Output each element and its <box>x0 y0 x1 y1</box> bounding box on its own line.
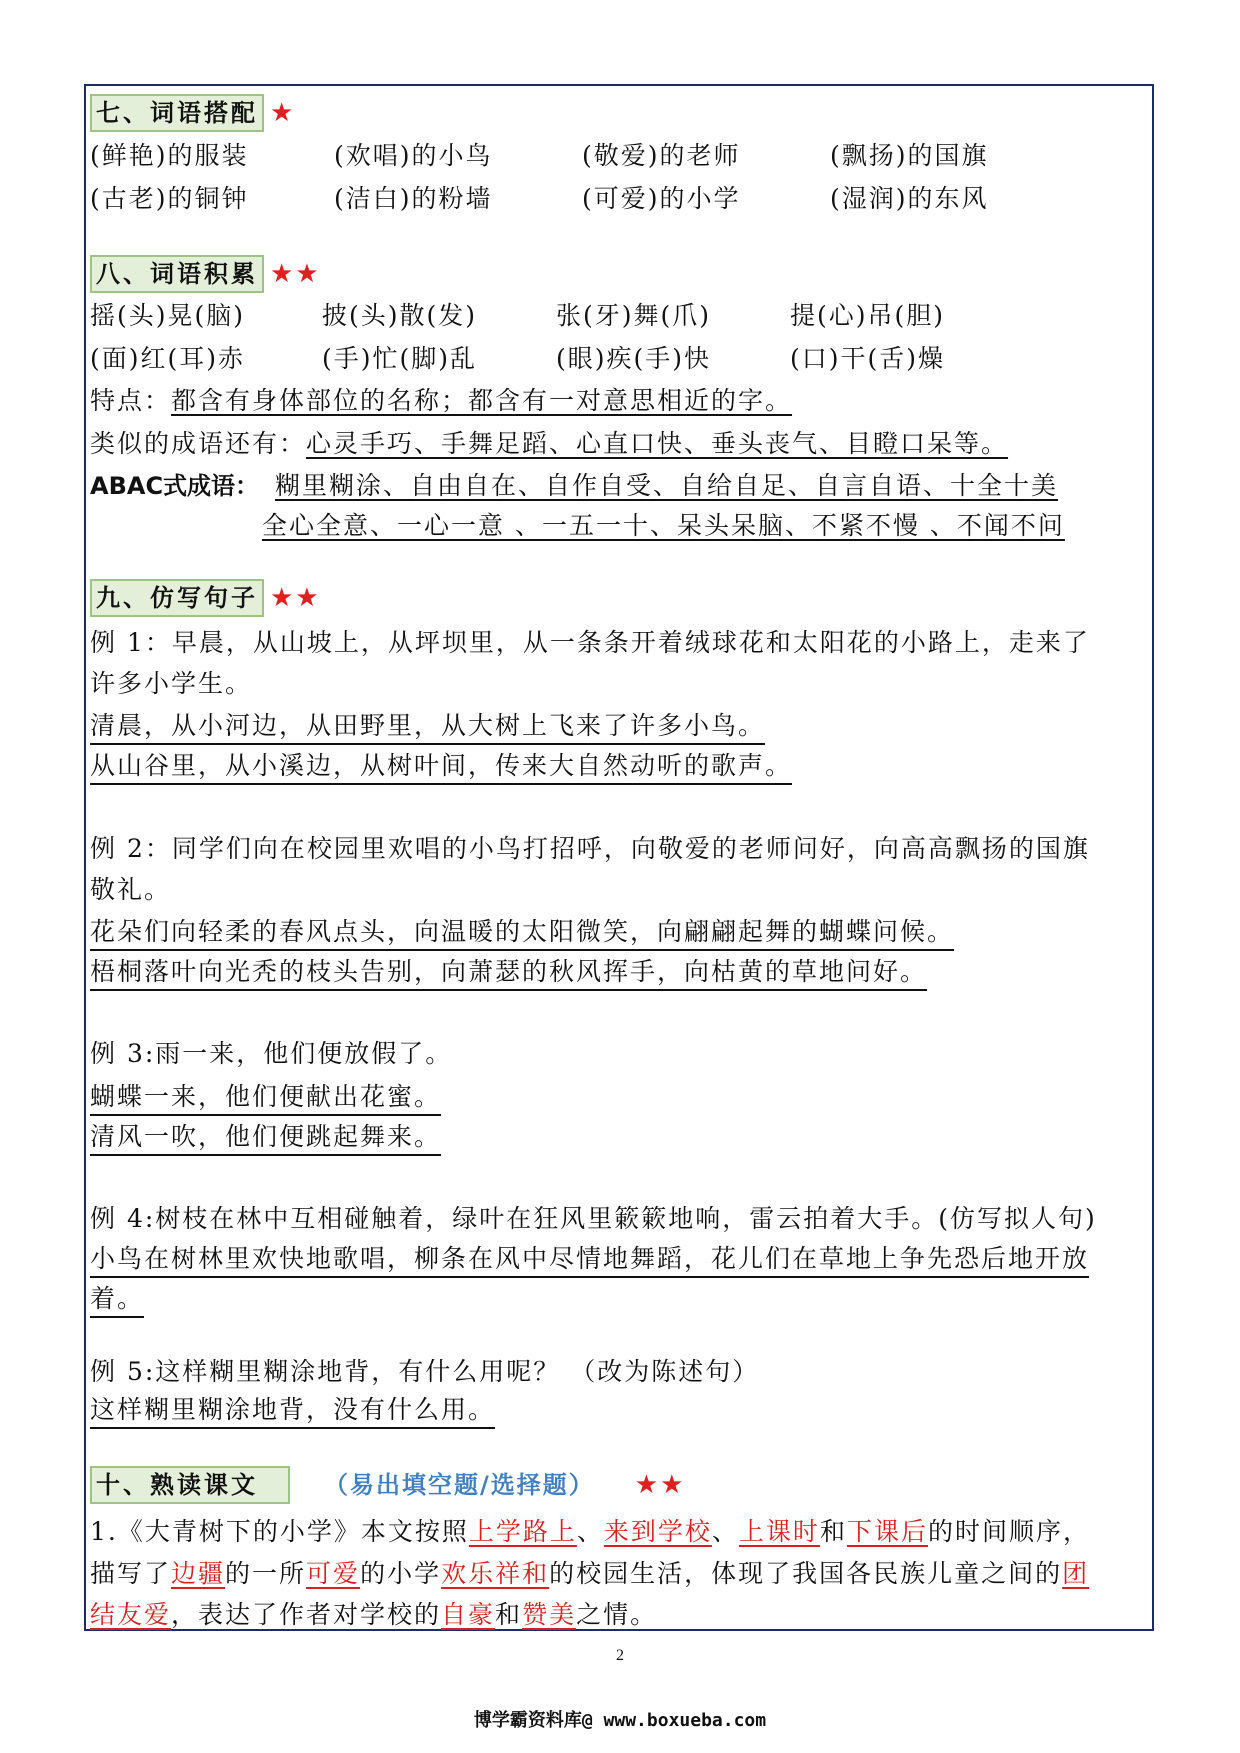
text: 1.《大青树下的小学》本文按照 <box>90 1517 469 1546</box>
section-8-title: 八、词语积累 <box>90 255 264 293</box>
keyword: 上学路上 <box>468 1517 577 1546</box>
text: 描写了 <box>90 1559 172 1588</box>
keyword: 欢乐祥和 <box>441 1559 550 1588</box>
ex5-answer-text: 这样糊里糊涂地背，没有什么用。 <box>90 1393 495 1429</box>
similar-text: 心灵手巧、手舞足蹈、心直口快、垂头丧气、目瞪口呆等。 <box>306 429 1009 458</box>
ex4-answer-2-text: 着。 <box>90 1282 144 1318</box>
keyword: 下课后 <box>846 1517 928 1546</box>
ex4-answer-1-text: 小鸟在树林里欢快地歌唱，柳条在风中尽情地舞蹈，花儿们在草地上争先恐后地开放 <box>90 1242 1089 1278</box>
ex2-answer-2 <box>90 954 927 991</box>
keyword: 结友爱 <box>90 1600 172 1629</box>
section-8-stars: ★★ <box>270 259 321 289</box>
idiom: 提(心)吊(胆) <box>790 301 946 330</box>
footer-watermark: 博学霸资料库@ www.boxueba.com <box>473 1710 767 1731</box>
s8-abac-1 <box>90 468 1058 504</box>
abac-line-2: 全心全意、一心一意 、一五一十、呆头呆脑、不紧不慢 、不闻不问 <box>262 511 1065 540</box>
abac-line-1: 糊里糊涂、自由自在、自作自受、自给自足、自言自语、十全十美 <box>275 471 1059 500</box>
feature-text: 都含有身体部位的名称；都含有一对意思相近的字。 <box>171 386 793 415</box>
ex5-answer <box>90 1392 495 1429</box>
idiom: (面)红(耳)赤 <box>90 344 246 373</box>
s10-para-line3 <box>90 1597 657 1633</box>
section-9-title: 九、仿写句子 <box>90 579 264 617</box>
ex3-answer-1 <box>90 1079 441 1116</box>
text: 的校园生活，体现了我国各民族儿童之间的 <box>549 1559 1063 1588</box>
ex1-line2: 许多小学生。 <box>90 669 253 698</box>
text: 之情。 <box>576 1600 658 1629</box>
ex1-line1: 例 1：早晨，从山坡上，从坪坝里，从一条条开着绒球花和太阳花的小路上，走来了 <box>90 628 1090 657</box>
ex2-answer-1 <box>90 914 954 951</box>
text: 的一所 <box>225 1559 307 1588</box>
section-7-stars: ★ <box>270 98 296 128</box>
idiom: 张(牙)舞(爪) <box>556 301 712 330</box>
ex2-answer-2-text: 梧桐落叶向光秃的枝头告别，向萧瑟的秋风挥手，向枯黄的草地问好。 <box>90 955 927 991</box>
collocation: (飘扬)的国旗 <box>830 141 989 170</box>
collocation: (洁白)的粉墙 <box>334 184 493 213</box>
section-10-header <box>90 1466 685 1504</box>
s10-para-line1 <box>90 1514 1090 1550</box>
text: 的时间顺序， <box>927 1517 1090 1546</box>
s8-abac-2 <box>262 508 1065 544</box>
ex3-answer-1-text: 蝴蝶一来，他们便献出花蜜。 <box>90 1080 441 1116</box>
ex5-line: 例 5:这样糊里糊涂地背，有什么用呢？ （改为陈述句） <box>90 1357 760 1386</box>
text: 和 <box>819 1517 847 1546</box>
ex2-line1: 例 2：同学们向在校园里欢唱的小鸟打招呼，向敬爱的老师问好，向高高飘扬的国旗 <box>90 834 1090 863</box>
page-frame <box>84 84 1154 1631</box>
abac-label: ABAC式成语： <box>90 472 260 500</box>
ex3-answer-2 <box>90 1119 441 1156</box>
ex3-line: 例 3:雨一来，他们便放假了。 <box>90 1039 453 1068</box>
collocation: (湿润)的东风 <box>830 184 989 213</box>
ex1-answer-2-text: 从山谷里，从小溪边，从树叶间，传来大自然动听的歌声。 <box>90 749 792 785</box>
keyword: 来到学校 <box>603 1517 712 1546</box>
ex1-answer-1-text: 清晨，从小河边，从田野里，从大树上飞来了许多小鸟。 <box>90 709 765 745</box>
ex4-answer-2 <box>90 1281 144 1318</box>
ex4-answer-1 <box>90 1241 1089 1278</box>
idiom: 摇(头)晃(脑) <box>90 301 246 330</box>
section-9-header <box>90 579 321 617</box>
ex2-line2: 敬礼。 <box>90 875 172 904</box>
keyword: 自豪 <box>441 1600 496 1629</box>
idiom: (眼)疾(手)快 <box>556 344 712 373</box>
section-7-header <box>90 94 295 132</box>
text: 、 <box>711 1517 739 1546</box>
text: 的小学 <box>360 1559 442 1588</box>
s10-para-line2 <box>90 1556 1089 1592</box>
collocation: (敬爱)的老师 <box>582 141 741 170</box>
keyword: 团 <box>1062 1559 1090 1588</box>
section-9-stars: ★★ <box>270 583 321 613</box>
s8-feature <box>90 383 792 419</box>
text: ，表达了作者对学校的 <box>171 1600 442 1629</box>
ex1-answer-1 <box>90 708 765 745</box>
ex2-answer-1-text: 花朵们向轻柔的春风点头，向温暖的太阳微笑，向翩翩起舞的蝴蝶问候。 <box>90 915 954 951</box>
idiom: 披(头)散(发) <box>322 301 478 330</box>
collocation: (欢唱)的小鸟 <box>334 141 493 170</box>
ex3-answer-2-text: 清风一吹，他们便跳起舞来。 <box>90 1120 441 1156</box>
section-10-stars: ★★ <box>634 1470 686 1500</box>
section-7-title: 七、词语搭配 <box>90 94 264 132</box>
similar-label: 类似的成语还有： <box>90 429 307 458</box>
text: 和 <box>495 1600 523 1629</box>
keyword: 边疆 <box>171 1559 226 1588</box>
s8-similar <box>90 426 1008 462</box>
section-10-subtitle: （易出填空题/选择题） <box>324 1471 595 1499</box>
keyword: 赞美 <box>522 1600 577 1629</box>
idiom: (手)忙(脚)乱 <box>322 344 478 373</box>
keyword: 可爱 <box>306 1559 361 1588</box>
collocation: (可爱)的小学 <box>582 184 741 213</box>
idiom: (口)干(舌)燥 <box>790 344 946 373</box>
ex4-line: 例 4:树枝在林中互相碰触着，绿叶在狂风里簌簌地响，雷云拍着大手。(仿写拟人句) <box>90 1204 1097 1233</box>
collocation: (鲜艳)的服装 <box>90 141 249 170</box>
keyword: 上课时 <box>738 1517 820 1546</box>
section-10-title: 十、熟读课文 <box>90 1466 290 1504</box>
collocation: (古老)的铜钟 <box>90 184 249 213</box>
feature-label: 特点： <box>90 386 172 415</box>
section-8-header <box>90 255 321 293</box>
page-number: 2 <box>616 1647 624 1664</box>
ex1-answer-2 <box>90 748 792 785</box>
text: 、 <box>576 1517 604 1546</box>
